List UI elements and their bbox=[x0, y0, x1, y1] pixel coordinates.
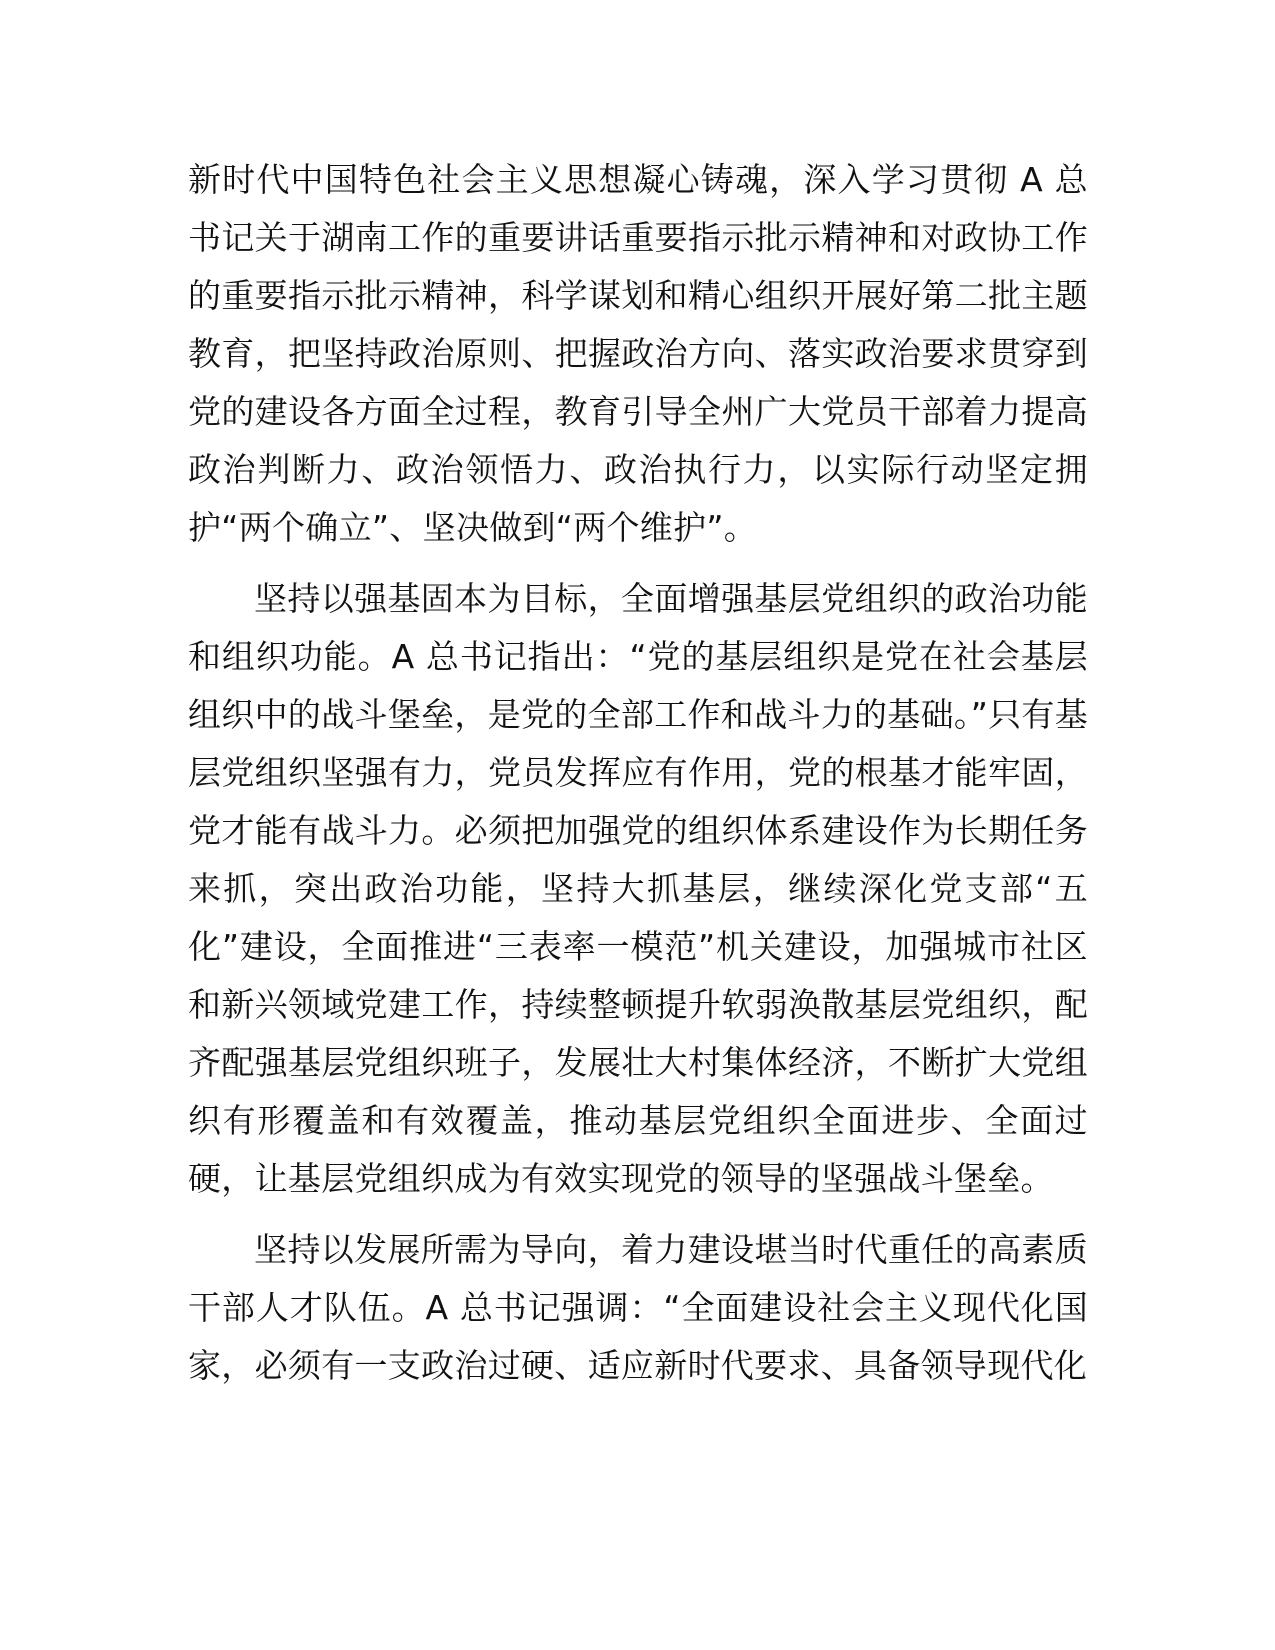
paragraph-2: 坚持以强基固本为目标，全面增强基层党组织的政治功能和组织功能。A 总书记指出：“党的基层组织是党在社会基层组织中的战斗堡垒，是党的全部工作和战斗力的基础。”只有基层党组织坚强有力，党员发挥应有作用，党的根基才能牢固，党才能有战斗力。必须把加强党的组织体系建设作为长期任务来抓，突出政治功能，坚持大抓基层，继续深化党支部“五化”建设，全面推进“三表率一模范”机关建设，加强城市社区和新兴领域党建工作，持续整顿提升软弱涣散基层党组织，配齐配强基层党组织班子，发展壮大村集体经济，不断扩大党组织有形覆盖和有效覆盖，推动基层党组织全面进步、全面过硬，让基层党组织成为有效实现党的领导的坚强战斗堡垒。 bbox=[188, 579, 1088, 1198]
paragraph-3: 坚持以发展所需为导向，着力建设堪当时代重任的高素质干部人才队伍。A 总书记强调：“全面建设社会主义现代化国家，必须有一支政治过硬、适应新时代要求、具备领导现代化 bbox=[188, 1230, 1088, 1385]
body-text bbox=[188, 151, 1088, 1395]
paragraph-1: 新时代中国特色社会主义思想凝心铸魂，深入学习贯彻 A 总书记关于湖南工作的重要讲话重要指示批示精神和对政协工作的重要指示批示精神，科学谋划和精心组织开展好第二批主题教育，把坚持政治原则、把握政治方向、落实政治要求贯穿到党的建设各方面全过程，教育引导全州广大党员干部着力提高政治判断力、政治领悟力、政治执行力，以实际行动坚定拥护“两个确立”、坚决做到“两个维护”。 bbox=[188, 160, 1088, 547]
